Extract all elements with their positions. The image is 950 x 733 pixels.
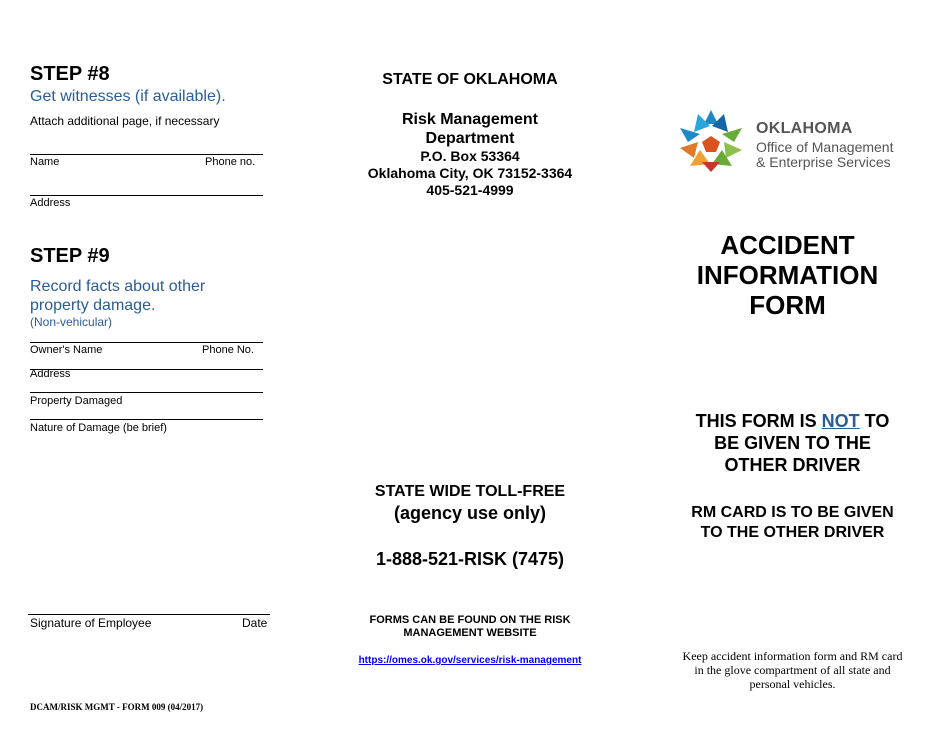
form-code: DCAM/RISK MGMT - FORM 009 (04/2017): [30, 702, 204, 712]
witness-address-label: Address: [30, 197, 71, 209]
witness-address-line[interactable]: [30, 195, 263, 196]
department-line2: Department: [425, 130, 515, 147]
form-title-line3: FORM: [749, 290, 826, 320]
keep-note: [660, 649, 925, 691]
rm-card-line2: TO THE OTHER DRIVER: [700, 524, 885, 541]
owner-address-label: Address: [30, 368, 71, 380]
signature-employee-label: Signature of Employee: [30, 616, 152, 630]
keep-note-line1: Keep accident information form and RM card: [682, 649, 903, 663]
warning-part2: TO: [864, 411, 890, 431]
star-segment-lightgreen: [724, 142, 742, 158]
tollfree-number: 1-888-521-RISK (7475): [375, 549, 565, 569]
department-line1: Risk Management: [401, 111, 539, 128]
logo-oklahoma: OKLAHOMA: [756, 120, 853, 137]
website-link[interactable]: https://omes.ok.gov/services/risk-management: [358, 655, 582, 666]
website-link-wrapper: [330, 655, 610, 666]
website-note-line2: MANAGEMENT WEBSITE: [403, 627, 537, 639]
keep-note-line3: personal vehicles.: [749, 677, 836, 691]
po-box: P.O. Box 53364: [420, 148, 520, 164]
nature-damage-label: Nature of Damage (be brief): [30, 422, 167, 434]
tollfree-subheading: (agency use only): [393, 503, 547, 523]
omes-star-icon: [676, 106, 746, 176]
keep-note-line2: in the glove compartment of all state and: [694, 663, 891, 677]
step9-subtitle-line2: property damage.: [30, 297, 156, 314]
star-segment-red: [702, 162, 720, 172]
omes-logo: [676, 106, 920, 178]
witness-name-label: Name: [30, 156, 60, 168]
signature-date-label: Date: [242, 616, 268, 630]
form-title-line2: INFORMATION: [696, 260, 879, 290]
step8-title: STEP #8: [30, 63, 110, 85]
star-segment-blue-top: [704, 110, 718, 124]
step9-subnote: (Non-vehicular): [30, 315, 113, 329]
rm-card-note: [645, 503, 940, 543]
website-note: [330, 614, 610, 640]
star-segment-center: [702, 136, 720, 152]
owner-phone-label: Phone No.: [202, 344, 254, 356]
warning-not: NOT: [821, 411, 860, 431]
mailing-address: [330, 148, 610, 199]
logo-office-line: Office of Management: [756, 139, 894, 155]
form-title-line1: ACCIDENT: [720, 230, 855, 260]
warning-line1: [645, 410, 940, 432]
star-segment-orange: [680, 142, 698, 158]
department-phone: 405-521-4999: [426, 182, 514, 198]
owner-name-label: Owner's Name: [30, 344, 103, 356]
state-heading: STATE OF OKLAHOMA: [382, 71, 558, 88]
step9-subtitle: [30, 277, 205, 315]
warning-not-given: [645, 410, 940, 476]
owner-name-line[interactable]: [30, 342, 263, 343]
witness-name-line[interactable]: [30, 154, 263, 155]
step8-subtitle: Get witnesses (if available).: [30, 88, 226, 105]
signature-line[interactable]: [28, 614, 270, 615]
witness-phone-label: Phone no.: [205, 156, 256, 168]
form-title: [645, 230, 930, 320]
city-state-zip: Oklahoma City, OK 73152-3364: [367, 165, 573, 181]
rm-card-line1: RM CARD IS TO BE GIVEN: [691, 504, 894, 521]
warning-part1: THIS FORM IS: [695, 411, 817, 431]
step9-subtitle-line1: Record facts about other: [30, 278, 206, 295]
property-damaged-line[interactable]: [30, 392, 263, 393]
property-damaged-label: Property Damaged: [30, 395, 123, 407]
department-name: [330, 110, 610, 148]
nature-damage-line[interactable]: [30, 419, 263, 420]
website-note-line1: FORMS CAN BE FOUND ON THE RISK: [369, 614, 571, 626]
logo-enterprise-line: & Enterprise Services: [756, 154, 891, 170]
tollfree-heading: STATE WIDE TOLL-FREE: [374, 483, 566, 500]
step9-title: STEP #9: [30, 245, 110, 267]
warning-line2: BE GIVEN TO THE: [714, 433, 871, 453]
warning-line3: OTHER DRIVER: [724, 455, 861, 475]
step8-note: Attach additional page, if necessary: [30, 114, 220, 128]
